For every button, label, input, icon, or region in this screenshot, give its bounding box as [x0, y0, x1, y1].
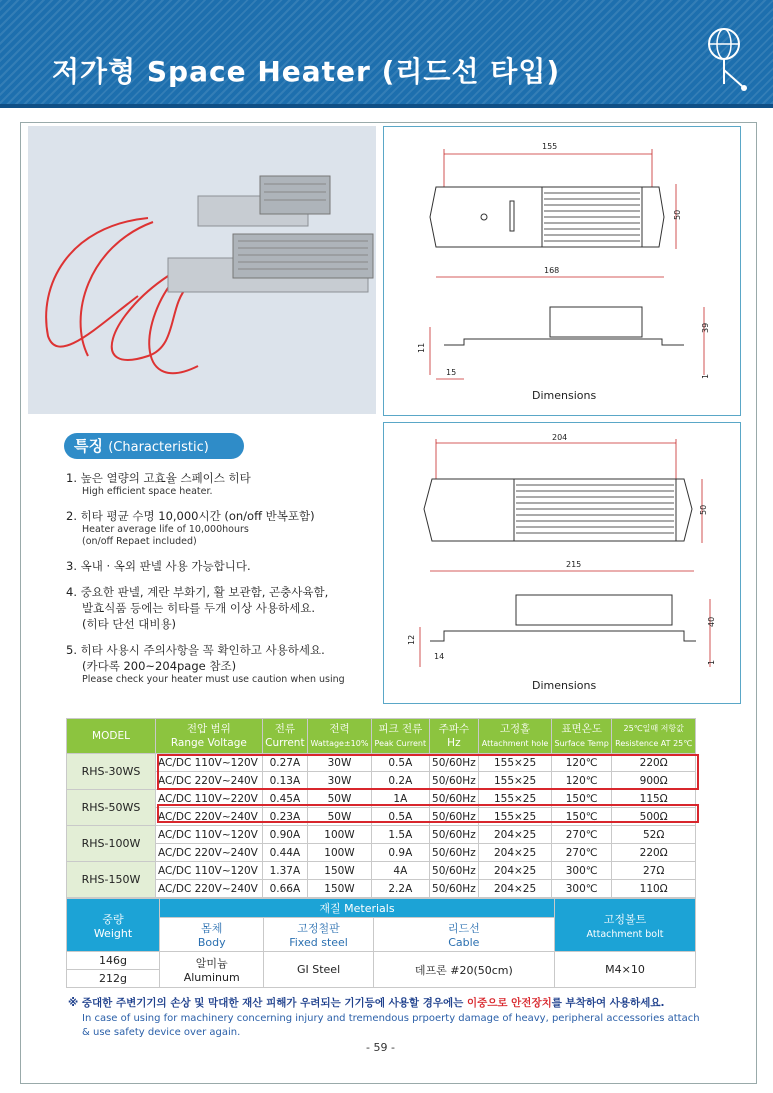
spec-cell: AC/DC 220V~240V — [156, 808, 263, 826]
spec-cell: AC/DC 220V~240V — [156, 844, 263, 862]
header-label-en: Current — [265, 737, 305, 749]
characteristic-en: Heater average life of 10,000hours — [82, 524, 249, 535]
spec-cell: 120℃ — [551, 754, 611, 772]
steel-ko: 고정철판 — [297, 922, 340, 936]
spec-cell: 120℃ — [551, 772, 611, 790]
highlight-30ws — [157, 754, 699, 790]
spec-cell: AC/DC 110V~120V — [156, 862, 263, 880]
col-hz — [429, 719, 479, 754]
spec-cell: 0.90A — [262, 826, 307, 844]
cable-value: 데프론 #20(50cm) — [373, 952, 554, 988]
characteristic-heading-ko: 특징 — [74, 437, 103, 455]
header-label-en: Resistence AT 25℃ — [615, 739, 693, 748]
warning-note — [68, 995, 708, 1010]
spec-cell: 155×25 — [479, 790, 552, 808]
header-divider — [0, 104, 773, 108]
model-cell: RHS-150W — [67, 862, 156, 898]
dimensions-caption: Dimensions — [532, 389, 597, 402]
spec-cell: 150W — [307, 880, 371, 898]
characteristic-ko: 3. 옥내 · 옥외 판넬 사용 가능합니다. — [66, 559, 251, 573]
spec-cell: 155×25 — [479, 754, 552, 772]
spec-cell: 50/60Hz — [429, 808, 479, 826]
svg-text:215: 215 — [566, 560, 582, 569]
dimension-diagram-100w — [384, 423, 740, 703]
col-voltage — [156, 719, 263, 754]
spec-cell: 220Ω — [612, 754, 696, 772]
spec-row — [67, 826, 696, 844]
header-label: 전력 — [329, 722, 350, 735]
characteristic-item — [66, 558, 376, 574]
spec-cell: 100W — [307, 826, 371, 844]
characteristic-en: Please check your heater must use caution when using — [82, 674, 345, 685]
spec-cell: 4A — [372, 862, 430, 880]
warning-text: 를 부착하여 사용하세요. — [551, 997, 665, 1009]
spec-cell: 900Ω — [612, 772, 696, 790]
header-label-en: Range Voltage — [170, 737, 247, 749]
characteristic-ko: 4. 중요한 판넬, 계란 부화기, 활 보관함, 곤충사육함, — [66, 585, 329, 599]
col-wattage — [307, 719, 371, 754]
cable-ko: 리드선 — [447, 922, 480, 936]
body-value-en: Aluminum — [183, 971, 240, 984]
spec-cell: 50W — [307, 790, 371, 808]
weight-header — [67, 899, 160, 952]
spec-cell: 30W — [307, 754, 371, 772]
svg-text:15: 15 — [446, 368, 457, 377]
spec-cell: 0.27A — [262, 754, 307, 772]
spec-cell: 500Ω — [612, 808, 696, 826]
body-ko: 몸체 — [201, 922, 223, 936]
svg-text:14: 14 — [434, 652, 445, 661]
svg-text:1: 1 — [701, 373, 710, 379]
svg-text:40: 40 — [707, 616, 716, 627]
spec-cell: 50/60Hz — [429, 880, 479, 898]
svg-text:39: 39 — [701, 322, 710, 333]
weight-value: 212g — [67, 970, 160, 988]
header-label-en: Attachment hole — [481, 738, 549, 748]
steel-value: GI Steel — [264, 952, 373, 988]
cable-header — [373, 918, 554, 952]
page-title: 저가형 Space Heater (리드선 타입) — [52, 55, 561, 88]
spec-cell: 50/60Hz — [429, 790, 479, 808]
spec-cell: 204×25 — [479, 826, 552, 844]
spec-cell: 0.23A — [262, 808, 307, 826]
spec-cell: 0.45A — [262, 790, 307, 808]
header-label-en: Hz — [447, 737, 461, 749]
spec-cell: 220Ω — [612, 844, 696, 862]
spec-cell: 150℃ — [551, 790, 611, 808]
spec-cell: 1.37A — [262, 862, 307, 880]
cable-en: Cable — [448, 936, 480, 950]
svg-text:50: 50 — [699, 504, 708, 515]
spec-cell: 204×25 — [479, 880, 552, 898]
spec-cell: 115Ω — [612, 790, 696, 808]
spec-cell: 204×25 — [479, 862, 552, 880]
material-header: 재질 Meterials — [160, 899, 555, 918]
svg-text:12: 12 — [407, 634, 416, 645]
characteristic-item — [66, 584, 376, 632]
header-label: 25℃일때 저항값 — [623, 724, 684, 733]
characteristic-ko: 2. 히타 평균 수명 10,000시간 (on/off 반복포함) — [66, 509, 315, 523]
spec-row — [67, 880, 696, 898]
body-value-ko: 알미늄 — [195, 957, 228, 970]
characteristic-heading-en: (Characteristic) — [108, 440, 209, 455]
spec-cell: 27Ω — [612, 862, 696, 880]
spec-row — [67, 844, 696, 862]
spec-cell: AC/DC 220V~240V — [156, 772, 263, 790]
header-label: 주파수 — [438, 723, 470, 735]
header-label-en: Peak Current — [374, 738, 427, 748]
spec-cell: 50/60Hz — [429, 772, 479, 790]
col-temp — [551, 719, 611, 754]
svg-text:1: 1 — [707, 659, 716, 665]
weight-ko: 중량 — [102, 912, 124, 926]
svg-text:50: 50 — [673, 209, 682, 220]
svg-text:155: 155 — [542, 142, 558, 151]
dimension-diagram-30w — [384, 127, 740, 415]
material-table — [66, 898, 696, 988]
col-model — [67, 719, 156, 754]
product-photo — [28, 126, 376, 414]
characteristic-en: (on/off Repaet included) — [82, 536, 197, 547]
characteristic-ko: (카다록 200~204page 참조) — [82, 659, 237, 673]
spec-header-row — [67, 719, 696, 754]
spec-cell: AC/DC 220V~240V — [156, 880, 263, 898]
body-en: Body — [197, 936, 226, 950]
characteristic-ko: 5. 히타 사용시 주의사항을 꼭 확인하고 사용하세요. — [66, 643, 325, 657]
col-peak — [372, 719, 430, 754]
warning-text: ※ 중대한 주변기기의 손상 및 막대한 재산 피해가 우려되는 기기등에 사용할 경우에는 — [68, 997, 467, 1009]
spec-cell: 2.2A — [372, 880, 430, 898]
spec-cell: 155×25 — [479, 772, 552, 790]
spec-cell: 100W — [307, 844, 371, 862]
col-hole — [479, 719, 552, 754]
characteristic-item — [66, 470, 376, 498]
bolt-value: M4×10 — [555, 952, 696, 988]
model-cell: RHS-30WS — [67, 754, 156, 790]
spec-cell: 204×25 — [479, 844, 552, 862]
spec-cell: 300℃ — [551, 862, 611, 880]
spec-cell: 0.2A — [372, 772, 430, 790]
spec-cell: 150℃ — [551, 808, 611, 826]
spec-cell: 0.9A — [372, 844, 430, 862]
characteristic-ko: 발효식품 등에는 히타를 두개 이상 사용하세요. — [82, 601, 316, 615]
dimension-drawing-100w — [383, 422, 741, 704]
globe-logo-icon — [698, 22, 758, 94]
spec-cell: 155×25 — [479, 808, 552, 826]
col-resistance — [612, 719, 696, 754]
model-cell: RHS-50WS — [67, 790, 156, 826]
spec-cell: AC/DC 110V~220V — [156, 790, 263, 808]
header-label-en: Surface Temp — [554, 738, 609, 748]
spec-cell: 50/60Hz — [429, 844, 479, 862]
bolt-ko: 고정볼트 — [603, 912, 647, 926]
spec-cell: 0.5A — [372, 808, 430, 826]
header-label: 피크 전류 — [378, 722, 423, 735]
svg-text:168: 168 — [544, 266, 560, 275]
spec-cell: AC/DC 110V~120V — [156, 826, 263, 844]
body-header — [160, 918, 264, 952]
col-current — [262, 719, 307, 754]
bolt-header — [555, 899, 696, 952]
svg-text:11: 11 — [417, 342, 426, 353]
spec-cell: 0.66A — [262, 880, 307, 898]
header-label: 전압 범위 — [186, 723, 231, 735]
spec-cell: 270℃ — [551, 844, 611, 862]
spec-cell: 30W — [307, 772, 371, 790]
body-value — [160, 952, 264, 988]
spec-cell: 50/60Hz — [429, 862, 479, 880]
spec-cell: 0.5A — [372, 754, 430, 772]
characteristic-en: High efficient space heater. — [82, 486, 213, 497]
characteristic-item — [66, 508, 376, 548]
weight-en: Weight — [93, 926, 133, 940]
spec-cell: 150W — [307, 862, 371, 880]
page-number: - 59 - — [366, 1041, 395, 1054]
spec-cell: 52Ω — [612, 826, 696, 844]
characteristic-heading — [64, 433, 244, 459]
header-label: MODEL — [92, 730, 130, 742]
spec-cell: AC/DC 110V~120V — [156, 754, 263, 772]
header-label: 전류 — [274, 723, 295, 735]
spec-cell: 50W — [307, 808, 371, 826]
spec-cell: 0.44A — [262, 844, 307, 862]
steel-en: Fixed steel — [289, 936, 348, 950]
header-label: 표면온도 — [561, 722, 602, 735]
warning-note-en: In case of using for machinery concerning injury and tremendous prpoerty damage of heavy, peripheral accessories attach & use safety device over again. — [82, 1013, 700, 1038]
dimension-drawing-30w — [383, 126, 741, 416]
highlight-50ws — [157, 804, 699, 823]
model-cell: RHS-100W — [67, 826, 156, 862]
steel-header — [264, 918, 373, 952]
spec-cell: 50/60Hz — [429, 826, 479, 844]
spec-cell: 50/60Hz — [429, 754, 479, 772]
weight-value: 146g — [67, 952, 160, 970]
spec-cell: 0.13A — [262, 772, 307, 790]
spec-cell: 1A — [372, 790, 430, 808]
spec-cell: 1.5A — [372, 826, 430, 844]
warning-highlight: 이중으로 안전장치 — [466, 997, 552, 1009]
bolt-en: Attachment bolt — [586, 928, 664, 940]
spec-row — [67, 862, 696, 880]
header-label-en: Wattage±10% — [310, 738, 369, 748]
characteristic-item — [66, 642, 376, 686]
characteristic-ko: 1. 높은 열량의 고효율 스페이스 히타 — [66, 471, 251, 485]
header-label: 고정홀 — [499, 722, 531, 735]
svg-text:204: 204 — [552, 433, 568, 442]
spec-cell: 270℃ — [551, 826, 611, 844]
spec-cell: 110Ω — [612, 880, 696, 898]
characteristic-ko: (히타 단선 대비용) — [82, 617, 177, 631]
characteristic-list — [66, 470, 376, 696]
dimensions-caption: Dimensions — [532, 679, 597, 692]
spec-cell: 300℃ — [551, 880, 611, 898]
